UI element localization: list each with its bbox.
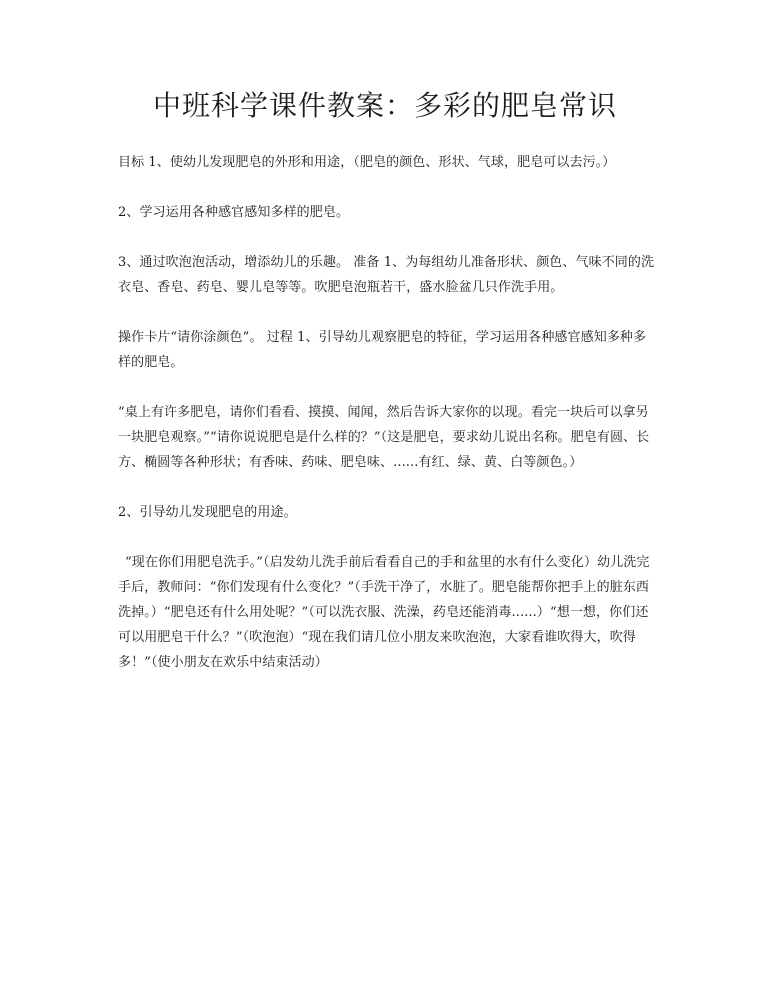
paragraph-observation: “桌上有许多肥皂，请你们看看、摸摸、闻闻，然后告诉大家你的以现。看完一块后可以拿另一块肥皂观察。”“请你说说肥皂是什么样的？”（这是肥皂，要求幼儿说出名称。肥皂有圆、长方、椭圆等各种形状；有香味、药味、肥皂味、......有红、绿、黄、白等颜色。） (118, 405, 650, 470)
paragraph-usage: “现在你们用肥皂洗手。”（启发幼儿洗手前后看看自己的手和盆里的水有什么变化）幼儿洗完手后，教师问：“你们发现有什么变化？”（手洗干净了，水脏了。肥皂能帮你把手上的脏东西洗掉。）“肥皂还有什么用处呢？”（可以洗衣服、洗澡，药皂还能消毒......）“想一想，你们还可以用肥皂干什么？”（吹泡泡）“现在我们请几位小朋友来吹泡泡，大家看谁吹得大，吹得多！”（使小朋友在欢乐中结束活动） (118, 555, 650, 670)
paragraph-goal-3-preparation: 3、通过吹泡泡活动，增添幼儿的乐趣。 准备 1、为每组幼儿准备形状、颜色、气味不同的洗衣皂、香皂、药皂、婴儿皂等等。吹肥皂泡瓶若干，盛水脸盆几只作洗手用。 (118, 255, 655, 295)
document-title: 中班科学课件教案：多彩的肥皂常识 (152, 89, 617, 122)
document-body (118, 150, 658, 700)
paragraph-process-1: 操作卡片“请你涂颜色”。 过程 1、引导幼儿观察肥皂的特征，学习运用各种感官感知多种多样的肥皂。 (118, 330, 647, 370)
paragraph-goal-2: 2、学习运用各种感官感知多样的肥皂。 (118, 205, 350, 220)
paragraph-goal: 目标 1、使幼儿发现肥皂的外形和用途，（肥皂的颜色、形状、气球，肥皂可以去污。） (118, 155, 616, 170)
paragraph-process-2: 2、引导幼儿发现肥皂的用途。 (118, 505, 297, 520)
